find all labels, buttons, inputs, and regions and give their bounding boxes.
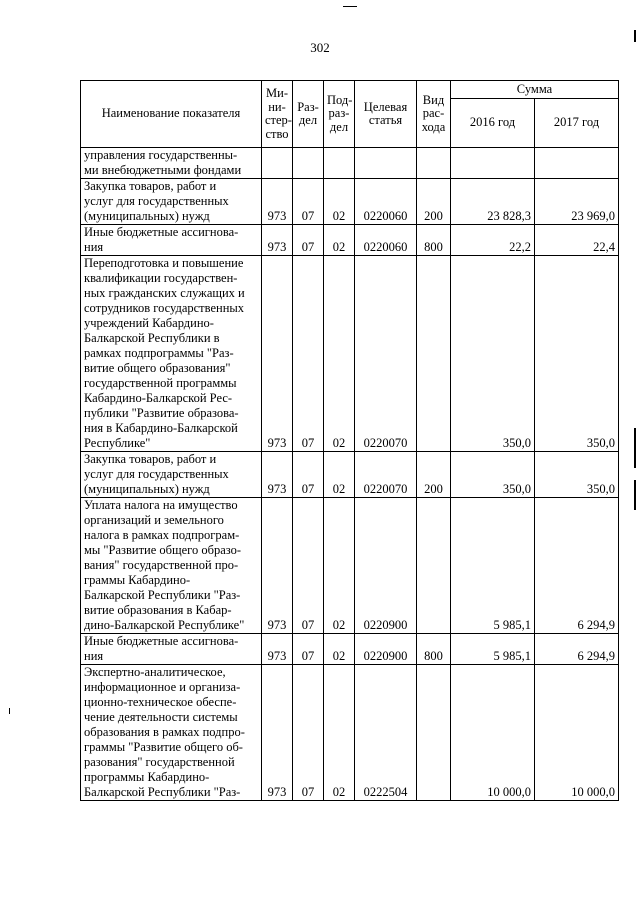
- row-expense-type: [417, 665, 451, 801]
- row-sum-2017: 350,0: [535, 256, 619, 452]
- row-section: 07: [293, 225, 324, 256]
- row-ministry: 973: [262, 225, 293, 256]
- row-subsection: 02: [324, 225, 355, 256]
- header-expense-type: Вид рас- хода: [417, 81, 451, 148]
- row-expense-type: [417, 498, 451, 634]
- scan-mark-top: [343, 6, 357, 7]
- row-ministry: 973: [262, 179, 293, 225]
- row-section: 07: [293, 634, 324, 665]
- budget-table: [80, 80, 619, 801]
- header-subsection: Под- раз- дел: [324, 81, 355, 148]
- row-sum-2017: 22,4: [535, 225, 619, 256]
- row-sum-2016: 22,2: [451, 225, 535, 256]
- row-subsection: 02: [324, 498, 355, 634]
- row-target: 0220070: [355, 452, 417, 498]
- row-subsection: 02: [324, 634, 355, 665]
- header-target-article: Целевая статья: [355, 81, 417, 148]
- row-section: 07: [293, 665, 324, 801]
- row-expense-type: 800: [417, 634, 451, 665]
- row-ministry: 973: [262, 452, 293, 498]
- row-target: 0220060: [355, 225, 417, 256]
- row-target: 0220900: [355, 498, 417, 634]
- row-name: Закупка товаров, работ и услуг для государственных (муниципальных) нужд: [81, 452, 262, 498]
- row-target: [355, 148, 417, 179]
- row-name: Иные бюджетные ассигнова- ния: [81, 634, 262, 665]
- row-name: Переподготовка и повышение квалификации государствен- ных гражданских служащих и сотрудников государственных учреждений Кабардино- Балкарской Республики в рамках подпрограммы "Раз- витие общего образования" государственной программы Кабардино-Балкарской Рес- публики "Развитие образова- ния в Кабардино-Балкарской Республике": [81, 256, 262, 452]
- row-sum-2017: 6 294,9: [535, 498, 619, 634]
- row-target: 0220070: [355, 256, 417, 452]
- header-year-2016: 2016 год: [451, 99, 535, 148]
- row-section: 07: [293, 452, 324, 498]
- table-row: [81, 179, 619, 225]
- row-sum-2016: 10 000,0: [451, 665, 535, 801]
- row-sum-2016: 5 985,1: [451, 634, 535, 665]
- row-sum-2016: 350,0: [451, 256, 535, 452]
- row-sum-2017: 6 294,9: [535, 634, 619, 665]
- row-subsection: 02: [324, 665, 355, 801]
- row-sum-2016: [451, 148, 535, 179]
- row-target: 0220060: [355, 179, 417, 225]
- page-number: 302: [310, 40, 330, 55]
- table-row: [81, 225, 619, 256]
- header-section: Раз- дел: [293, 81, 324, 148]
- row-ministry: 973: [262, 256, 293, 452]
- row-target: 0220900: [355, 634, 417, 665]
- row-name: Иные бюджетные ассигнова- ния: [81, 225, 262, 256]
- row-subsection: 02: [324, 256, 355, 452]
- row-expense-type: 200: [417, 179, 451, 225]
- row-sum-2017: 10 000,0: [535, 665, 619, 801]
- scan-mark-left: [9, 708, 10, 714]
- row-subsection: 02: [324, 452, 355, 498]
- row-ministry: 973: [262, 634, 293, 665]
- row-name: Уплата налога на имущество организаций и земельного налога в рамках подпрограм- мы "Развитие общего образо- вания" государственной про- граммы Кабардино- Балкарской Республики "Раз- витие образования в Кабар- дино-Балкарской Республике": [81, 498, 262, 634]
- header-sum: Сумма: [451, 81, 619, 99]
- row-subsection: 02: [324, 179, 355, 225]
- row-section: 07: [293, 179, 324, 225]
- row-sum-2017: 23 969,0: [535, 179, 619, 225]
- scan-mark-right-1: [634, 30, 636, 42]
- row-expense-type: [417, 148, 451, 179]
- row-ministry: 973: [262, 665, 293, 801]
- row-section: [293, 148, 324, 179]
- row-expense-type: [417, 256, 451, 452]
- scan-mark-right-2: [634, 428, 636, 468]
- header-year-2017: 2017 год: [535, 99, 619, 148]
- row-sum-2017: 350,0: [535, 452, 619, 498]
- row-name: Закупка товаров, работ и услуг для государственных (муниципальных) нужд: [81, 179, 262, 225]
- row-expense-type: 800: [417, 225, 451, 256]
- row-sum-2017: [535, 148, 619, 179]
- header-name: Наименование показателя: [81, 81, 262, 148]
- row-name: Экспертно-аналитическое, информационное и организа- ционно-техническое обеспе- чение деятельности системы образования в рамках подпро- граммы "Развитие общего об- разования" государственной программы Кабардино- Балкарской Республики "Раз-: [81, 665, 262, 801]
- row-subsection: [324, 148, 355, 179]
- row-sum-2016: 23 828,3: [451, 179, 535, 225]
- table-row: [81, 665, 619, 801]
- row-expense-type: 200: [417, 452, 451, 498]
- row-section: 07: [293, 256, 324, 452]
- table-row: [81, 634, 619, 665]
- header-ministry: Ми- ни- стер- ство: [262, 81, 293, 148]
- row-ministry: [262, 148, 293, 179]
- row-name: управления государственны- ми внебюджетными фондами: [81, 148, 262, 179]
- table-row: [81, 256, 619, 452]
- row-sum-2016: 350,0: [451, 452, 535, 498]
- table-row: [81, 148, 619, 179]
- table-row: [81, 498, 619, 634]
- row-sum-2016: 5 985,1: [451, 498, 535, 634]
- row-ministry: 973: [262, 498, 293, 634]
- row-section: 07: [293, 498, 324, 634]
- row-target: 0222504: [355, 665, 417, 801]
- table-row: [81, 452, 619, 498]
- scan-mark-right-3: [634, 480, 636, 510]
